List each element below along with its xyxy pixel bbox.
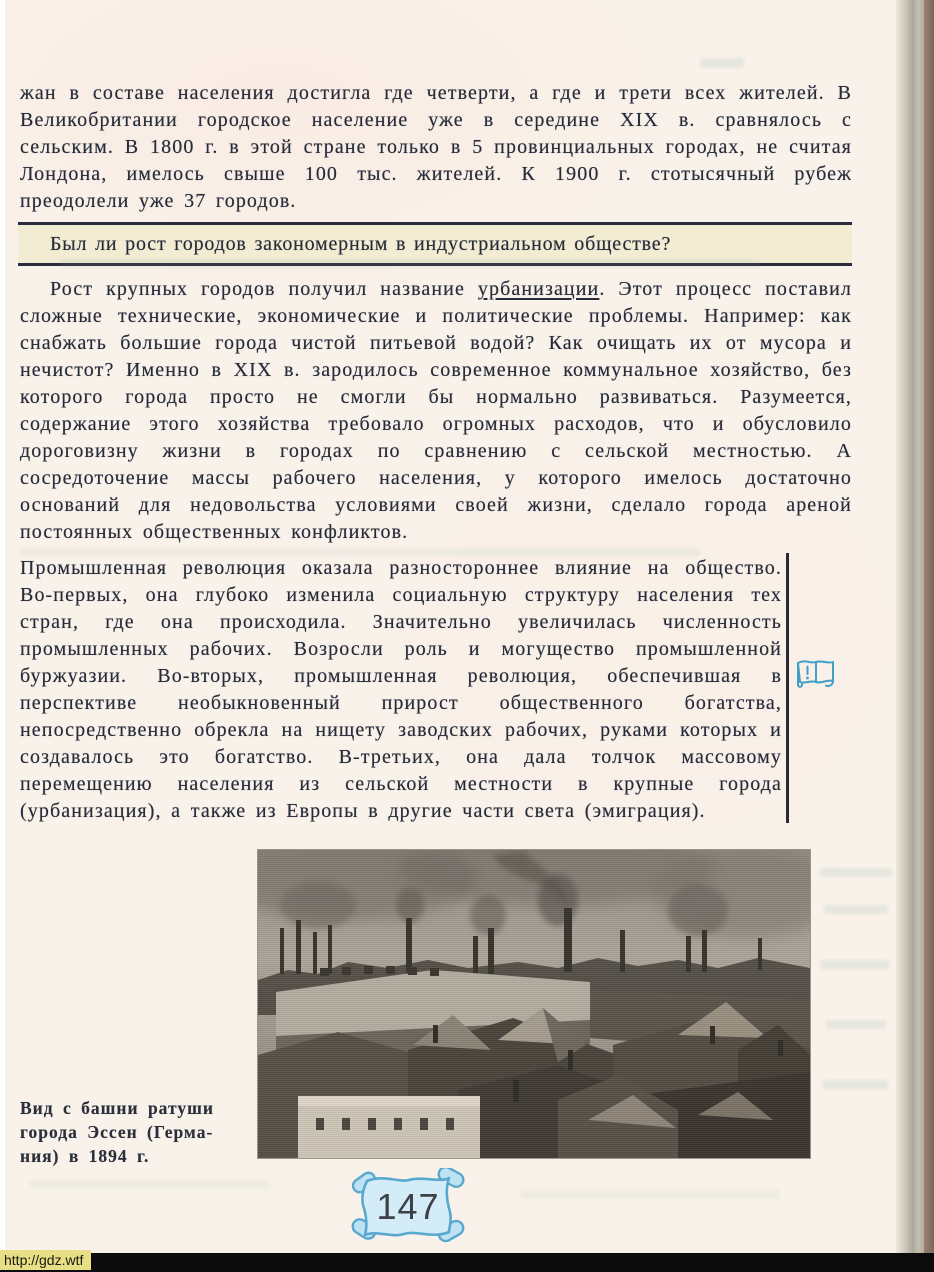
bleedthrough-artifact <box>824 905 888 914</box>
photo-caption-line: ния) в 1894 г. <box>20 1146 150 1166</box>
bleedthrough-artifact <box>822 1080 888 1089</box>
scroll-exclamation-icon <box>792 653 838 695</box>
bleedthrough-artifact <box>60 259 760 268</box>
bleedthrough-artifact <box>20 548 700 556</box>
photo-industrial-cityscape-essen <box>257 849 811 1159</box>
paragraph-top: жан в составе населения достигла где четверти, а где и трети всех жителей. В Великобритании городское население уже в середине XIX в. сравнялось с сельским. В 1800 г. в этой стране только в 5 провинциальных городах, не считая Лондона, имелось свыше 100 тыс. жителей. К 1900 г. стотысячный рубеж преодолели уже 37 городов. <box>20 82 852 212</box>
photo-caption <box>20 1096 258 1168</box>
watermark-url: http://gdz.wtf <box>0 1250 91 1270</box>
photo-illustration <box>258 850 810 1158</box>
question-heading-text: Был ли рост городов закономерным в индустриальном обществе? <box>50 233 672 255</box>
photo-caption-line: Вид с башни ратуши <box>20 1098 214 1118</box>
scan-left-edge <box>0 0 5 1252</box>
scan-bottom-bar <box>0 1253 934 1272</box>
paragraph-urbanization-after: . Этот процесс поставил сложные технические, экономические и политические проблемы. Например: как снабжать большие города чистой питьевой водой? Как очищать их от мусора и нечистот? Именно в XIX в. зародилось современное коммунальное хозяйство, без которого города просто не смогли бы нормально развиваться. Разумеется, содержание этого хозяйства требовало огромных расходов, что и обусловило дороговизну жизни в городах по сравнению с сельской местностью. А сосредоточение массы рабочего населения, у которого имелось достаточно оснований для недовольства условиями своей жизни, сделало города ареной постоянных общественных конфликтов. <box>20 278 852 543</box>
bleedthrough-artifact <box>700 58 744 68</box>
photo-caption-line: города Эссен (Герма- <box>20 1122 214 1142</box>
page-number: 147 <box>376 1186 440 1227</box>
bleedthrough-artifact <box>520 1190 780 1199</box>
page-number-badge <box>350 1168 466 1246</box>
bleedthrough-artifact <box>30 1180 270 1189</box>
bleedthrough-artifact <box>820 868 892 877</box>
scan-background-edge <box>924 0 934 1272</box>
emphasis-margin-bar <box>786 553 789 823</box>
paragraph-urbanization-before: Рост крупных городов получил название <box>50 278 478 300</box>
paragraph-urbanization <box>20 276 852 546</box>
page-edge-shadow <box>896 0 924 1272</box>
bleedthrough-artifact <box>820 960 890 969</box>
bleedthrough-artifact <box>826 1020 886 1029</box>
paragraph-revolution: Промышленная революция оказала разностороннее влияние на общество. Во-первых, она глубоко изменила социальную структуру населения тех стран, где она происходила. Значительно увеличилась численность промышленных рабочих. Возросли роль и могущество промышленной буржуазии. Во-вторых, промышленная революция, обеспечившая в перспективе необыкновенный прирост общественного богатства, непосредственно обрекла на нищету заводских рабочих, руками которых и создавалось это богатство. В-третьих, она дала толчок массовому перемещению населения из сельской местности в крупные города (урбанизация), а также из Европы в другие части света (эмиграция). <box>20 557 782 822</box>
underlined-term-urbanization: урбанизации <box>477 278 600 300</box>
